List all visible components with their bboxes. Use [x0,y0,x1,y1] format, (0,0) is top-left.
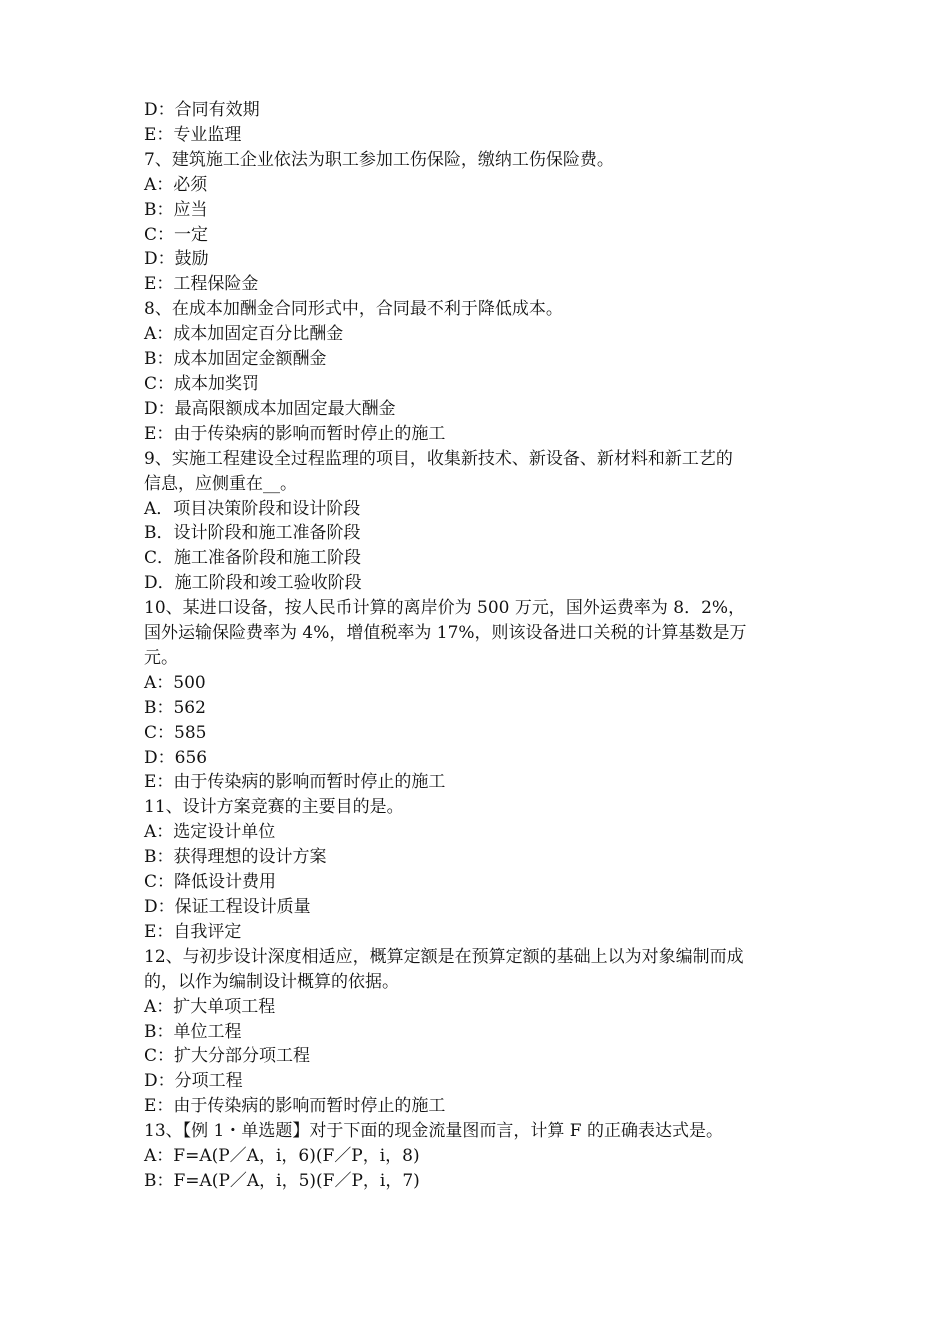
option-line: B．设计阶段和施工准备阶段 [144,523,361,544]
question-line: 8、在成本加酬金合同形式中，合同最不利于降低成本。 [144,299,563,320]
option-line: A：必须 [144,174,208,195]
option-line: E：专业监理 [144,124,242,145]
option-line: B：获得理想的设计方案 [144,847,327,868]
question-line: 10、某进口设备，按人民币计算的离岸价为 500 万元，国外运费率为 8．2%， [144,598,746,619]
option-line: E：由于传染病的影响而暂时停止的施工 [144,1096,446,1117]
option-line: E：由于传染病的影响而暂时停止的施工 [144,772,446,793]
question-line: 7、建筑施工企业依法为职工参加工伤保险，缴纳工伤保险费。 [144,149,614,170]
option-line: D：分项工程 [144,1071,243,1092]
question-line: 国外运输保险费率为 4%，增值税率为 17%，则该设备进口关税的计算基数是万 [144,623,747,644]
option-line: C：降低设计费用 [144,872,277,893]
option-line: B：562 [144,697,206,718]
option-line: D．施工阶段和竣工验收阶段 [144,573,362,594]
option-line: D：最高限额成本加固定最大酬金 [144,398,396,419]
question-line: 的，以作为编制设计概算的依据。 [144,971,399,992]
option-line: A：扩大单项工程 [144,996,276,1017]
option-line: C：成本加奖罚 [144,373,260,394]
option-line: B：应当 [144,199,208,220]
question-line: 11、设计方案竞赛的主要目的是。 [144,797,404,818]
option-line: E：工程保险金 [144,274,259,295]
option-line: A：F=A(P／A，i，6)(F／P，i，8) [144,1146,420,1167]
option-line: B：成本加固定金额酬金 [144,349,327,370]
option-line: A：500 [144,672,206,693]
option-line: E：自我评定 [144,921,242,942]
question-line: 信息，应侧重在__。 [144,473,297,494]
option-line: D：鼓励 [144,249,209,270]
question-line: 元。 [144,647,178,668]
option-line: E：由于传染病的影响而暂时停止的施工 [144,423,446,444]
option-line: A：成本加固定百分比酬金 [144,324,344,345]
option-line: B：F=A(P／A，i，5)(F／P，i，7) [144,1170,420,1191]
question-line: 12、与初步设计深度相适应，概算定额是在预算定额的基础上以为对象编制而成 [144,946,744,967]
option-line: D：656 [144,747,208,768]
option-line: C：一定 [144,224,209,245]
option-line: B：单位工程 [144,1021,242,1042]
option-line: A：选定设计单位 [144,822,276,843]
option-line: C：585 [144,722,207,743]
option-line: D：保证工程设计质量 [144,897,311,917]
option-line: C．施工准备阶段和施工阶段 [144,548,362,569]
question-line: 13、【例 1・单选题】对于下面的现金流量图而言，计算 F 的正确表达式是。 [144,1121,723,1142]
option-line: D：合同有效期 [144,100,260,120]
option-line: C：扩大分部分项工程 [144,1046,311,1067]
option-line: A．项目决策阶段和设计阶段 [144,498,361,519]
question-line: 9、实施工程建设全过程监理的项目，收集新技术、新设备、新材料和新工艺的 [144,448,733,469]
document-body [144,98,814,1194]
